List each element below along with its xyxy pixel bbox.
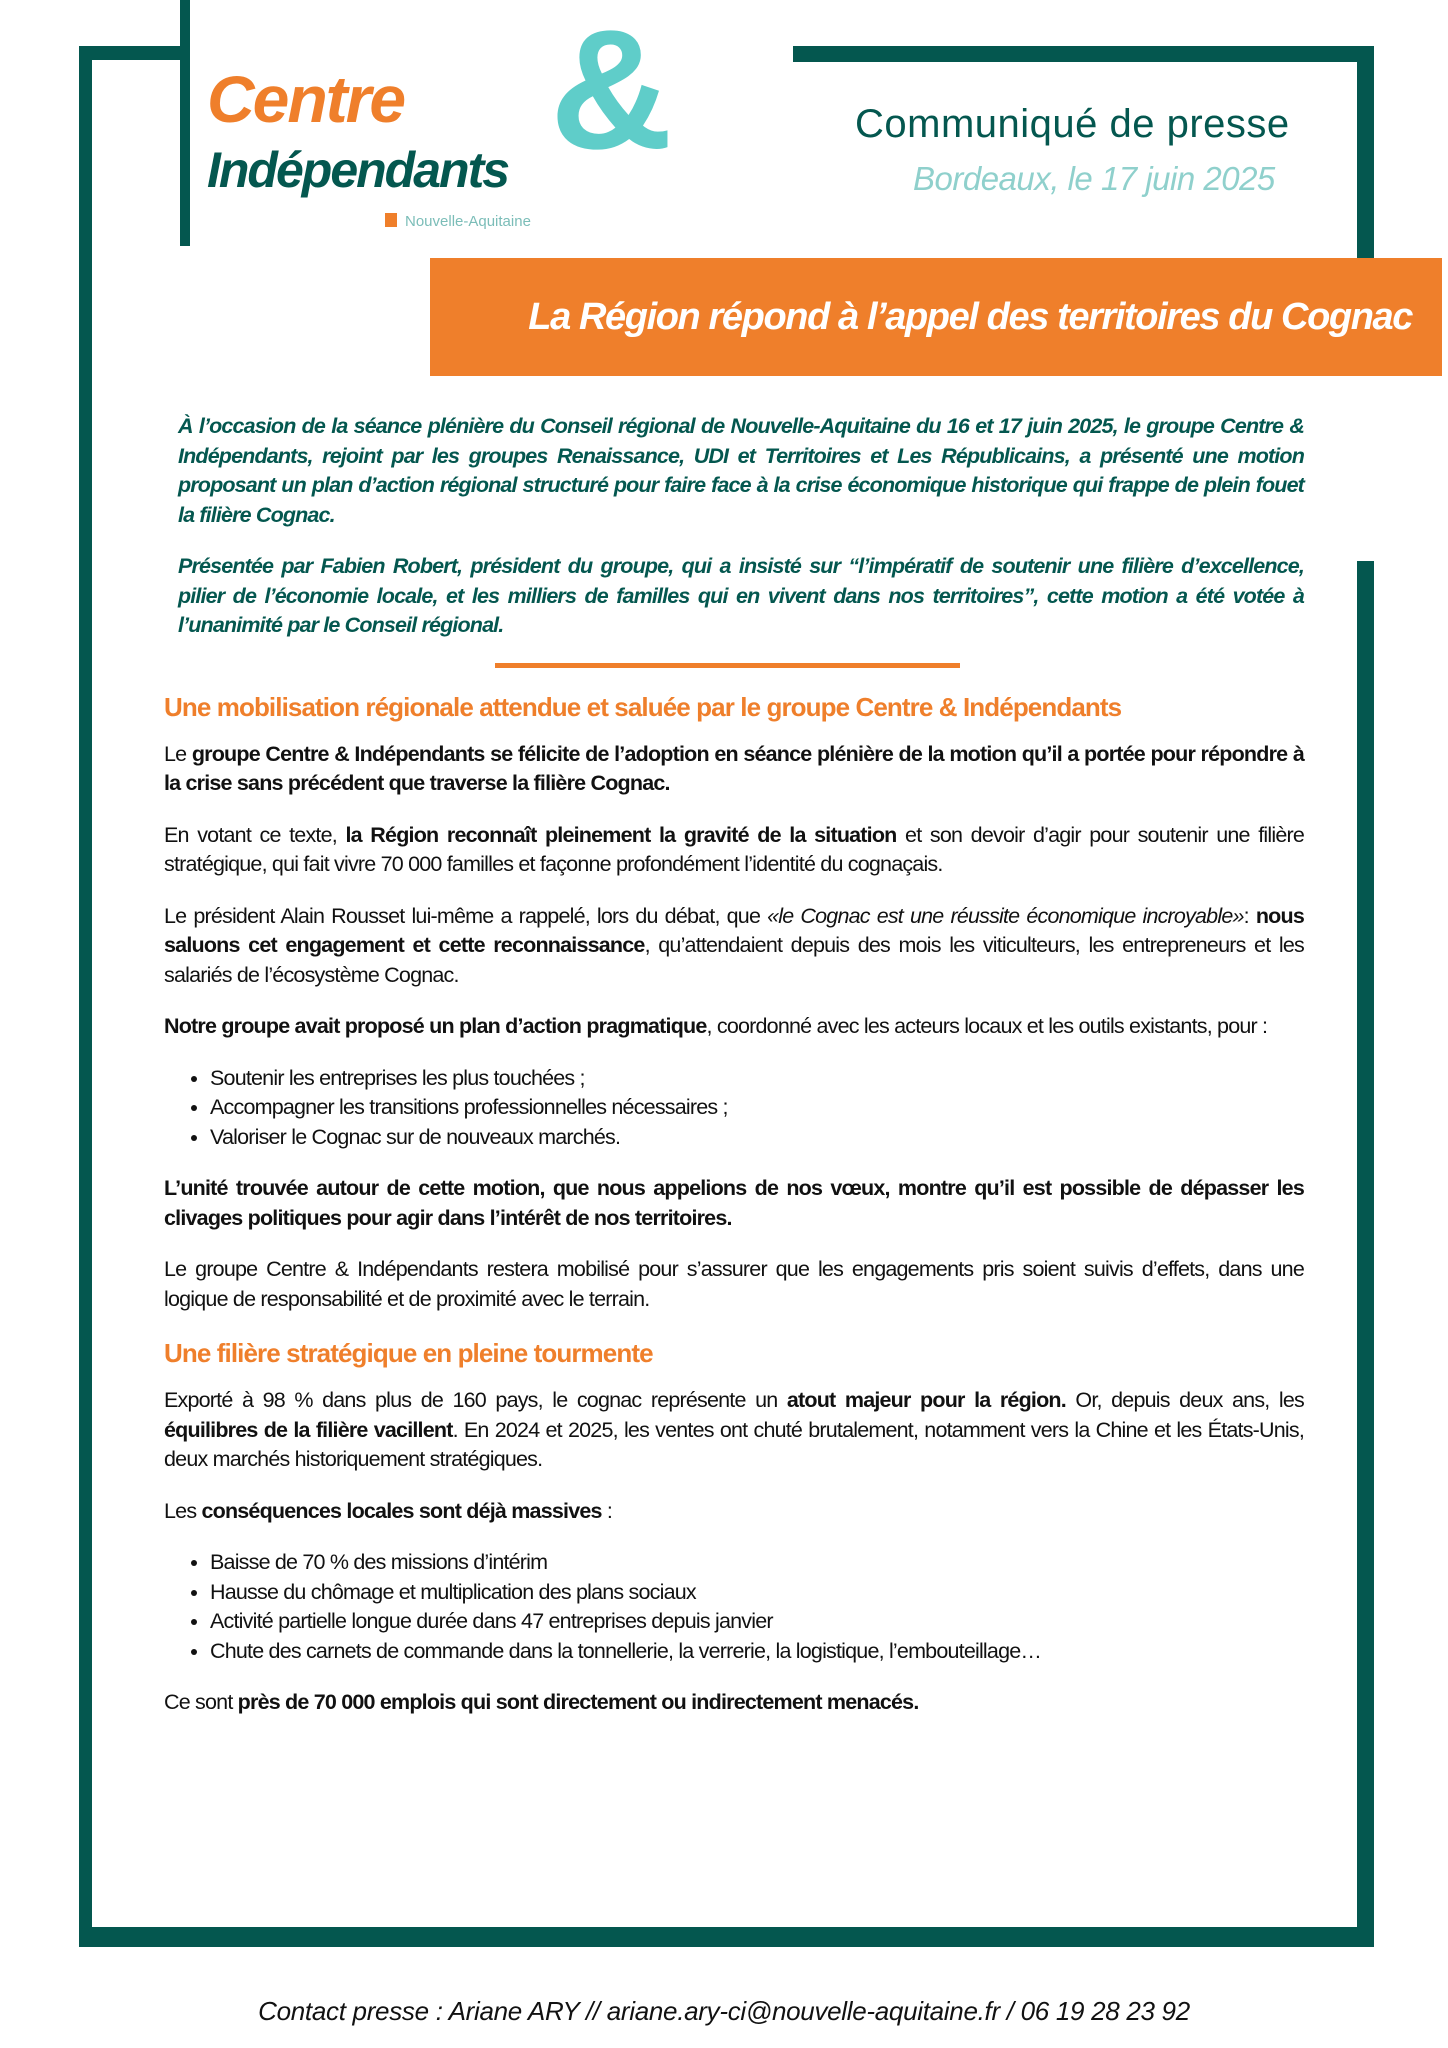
text-run: et son devoir d’agir pour soutenir une filière stratégique, qui fait vivre 70 000 familles et façonne profondément l’identité du cognaçais. [164, 822, 1304, 876]
bold-text: nous saluons cet engagement et cette reconnaissance [164, 903, 1304, 957]
logo-centre: Centre [207, 62, 405, 136]
body-paragraph [164, 1497, 1304, 1527]
italic-quote: «le Cognac est une réussite économique incroyable» [767, 903, 1244, 928]
body-paragraph [164, 1174, 1304, 1233]
logo-region [385, 213, 531, 231]
text-run: En votant ce texte, [164, 822, 346, 847]
intro-paragraph: À l’occasion de la séance plénière du Conseil régional de Nouvelle-Aquitaine du 16 et 17 juin 2025, le groupe Centre & Indépendants, rejoint par les groupes Renaissance, UDI et Territoires et Les Républicains, a présenté une motion proposant un plan d’action régional structuré pour faire face à la crise économique historique qui frappe de plein fouet la filière Cognac. [178, 414, 1304, 527]
text-run: . En 2024 et 2025, les ventes ont chuté brutalement, notamment vers la Chine et les États-Unis, deux marchés historiquement stratégiques. [164, 1417, 1304, 1471]
text-run: Exporté à 98 % dans plus de 160 pays, le cognac représente un [164, 1388, 787, 1412]
text-run: : [1243, 903, 1256, 928]
bold-text: atout majeur pour la région. [786, 1388, 1066, 1412]
text-run: Ce sont [164, 1690, 238, 1714]
text-run: Le [164, 741, 192, 766]
logo-region-label: Nouvelle-Aquitaine [405, 213, 531, 230]
bold-text: Notre groupe avait proposé un plan d’action pragmatique [164, 1014, 707, 1038]
logo-independants: Indépendants [207, 142, 509, 198]
text-run: Les [164, 1498, 202, 1523]
bullet-list [164, 1548, 1304, 1666]
press-contact: Contact presse : Ariane ARY // ariane.ary-ci@nouvelle-aquitaine.fr / 06 19 28 23 92 [258, 1996, 1190, 2026]
logo [205, 0, 685, 235]
body-paragraph [164, 1255, 1304, 1314]
section-heading: Une filière stratégique en pleine tourmente [164, 1338, 653, 1368]
content [164, 412, 1304, 1740]
frame-right-lower [1357, 561, 1374, 1947]
sections [164, 690, 1304, 1718]
list-item: • Chute des carnets de commande dans la tonnellerie, la verrerie, la logistique, l’embouteillage… [210, 1637, 1304, 1667]
separator [495, 663, 960, 668]
frame-top-left [79, 46, 184, 60]
bold-text: la Région reconnaît pleinement la gravité de la situation [345, 822, 897, 847]
frame-top-right [793, 46, 1374, 62]
title-banner [430, 258, 1442, 376]
section-heading: Une mobilisation régionale attendue et saluée par le groupe Centre & Indépendants [164, 691, 1122, 722]
body-paragraph [164, 740, 1304, 799]
logo-bar [180, 0, 190, 246]
body-paragraph [164, 821, 1304, 880]
intro-paragraph: Présentée par Fabien Robert, président du groupe, qui a insisté sur “l’impératif de soutenir une filière d’excellence, pilier de l’économie locale, et les milliers de familles qui en vivent dans nos territoires”, cette motion a été votée à l’unanimité par le Conseil régional. [178, 554, 1304, 637]
bold-text: près de 70 000 emplois qui sont directement ou indirectement menacés. [237, 1690, 919, 1714]
frame-bottom [79, 1927, 1374, 1947]
list-item: • Hausse du chômage et multiplication des plans sociaux [210, 1578, 1304, 1608]
body-paragraph [164, 1688, 1304, 1718]
bold-text: conséquences locales sont déjà massives [201, 1498, 602, 1523]
list-item: • Soutenir les entreprises les plus touchées ; [210, 1064, 1304, 1094]
text-run: , coordonné avec les acteurs locaux et les outils existants, pour : [706, 1014, 1268, 1038]
body-paragraph [164, 902, 1304, 991]
text-run: Le président Alain Rousset lui-même a rappelé, lors du débat, que [164, 903, 768, 928]
text-run: , qu’attendaient depuis des mois les viticulteurs, les entrepreneurs et les salariés de l’écosystème Cognac. [164, 933, 1304, 987]
page-title: La Région répond à l’appel des territoires du Cognac [528, 296, 1412, 338]
bold-text: groupe Centre & Indépendants se félicite de l’adoption en séance plénière de la motion qu’il a portée pour répondre à la crise sans précédent que traverse la filière Cognac. [164, 741, 1304, 795]
bold-text: équilibres de la filière vacillent [164, 1417, 453, 1442]
square-icon [385, 213, 397, 227]
logo-ampersand: & [550, 0, 673, 185]
list-item: • Accompagner les transitions professionnelles nécessaires ; [210, 1093, 1304, 1123]
bullet-list [164, 1064, 1304, 1153]
list-item: • Baisse de 70 % des missions d’intérim [210, 1548, 1304, 1578]
bold-text: L’unité trouvée autour de cette motion, que nous appelions de nos vœux, montre qu’il est possible de dépasser les clivages politiques pour agir dans l’intérêt de nos territoires. [164, 1176, 1304, 1230]
text-run: Le groupe Centre & Indépendants restera mobilisé pour s’assurer que les engagements pris soient suivis d’effets, dans une logique de responsabilité et de proximité avec le terrain. [164, 1257, 1304, 1311]
text-run: Or, depuis deux ans, les [1065, 1388, 1305, 1412]
document-type: Communiqué de presse [855, 102, 1290, 146]
list-item: • Valoriser le Cognac sur de nouveaux marchés. [210, 1123, 1304, 1153]
frame-left [79, 46, 92, 1947]
document-date: Bordeaux, le 17 juin 2025 [913, 160, 1275, 197]
body-paragraph [164, 1012, 1304, 1042]
list-item: • Activité partielle longue durée dans 47 entreprises depuis janvier [210, 1607, 1304, 1637]
body-paragraph [164, 1386, 1304, 1475]
text-run: : [601, 1498, 613, 1523]
frame-right-upper [1357, 46, 1374, 258]
